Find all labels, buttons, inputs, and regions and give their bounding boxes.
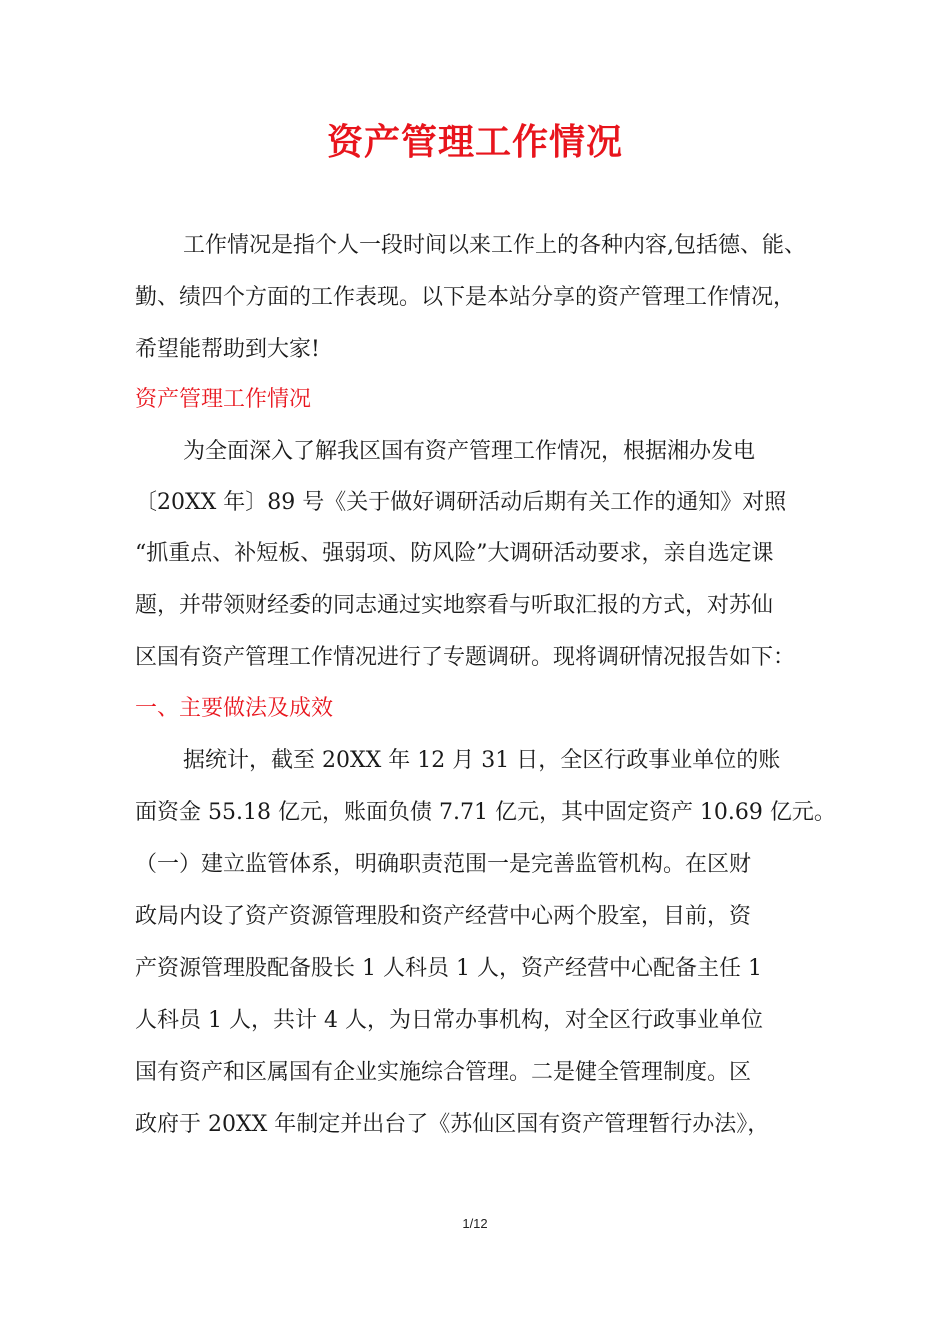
intro-line: 勤、绩四个方面的工作表现。以下是本站分享的资产管理工作情况， <box>135 285 796 310</box>
page-title: 资产管理工作情况 <box>326 121 623 163</box>
paragraph-line: 题，并带领财经委的同志通过实地察看与听取汇报的方式，对苏仙 <box>135 593 774 618</box>
paragraph-line: 区国有资产管理工作情况进行了专题调研。现将调研情况报告如下： <box>135 645 796 670</box>
section-heading: 资产管理工作情况 <box>135 387 312 412</box>
paragraph-line: 政府于 20XX 年制定并出台了《苏仙区国有资产管理暂行办法》， <box>135 1112 770 1137</box>
paragraph-line: （一）建立监管体系，明确职责范围一是完善监管机构。在区财 <box>135 852 752 877</box>
paragraph-line: 面资金 55.18 亿元，账面负债 7.71 亿元，其中固定资产 10.69 亿元。 <box>135 800 836 825</box>
page-number: 1/12 <box>462 1216 488 1231</box>
paragraph-line: 政局内设了资产资源管理股和资产经营中心两个股室，目前，资 <box>135 904 752 929</box>
paragraph-line: “抓重点、补短板、强弱项、防风险”大调研活动要求，亲自选定课 <box>135 541 774 566</box>
intro-line: 工作情况是指个人一段时间以来工作上的各种内容,包括德、能、 <box>183 233 806 258</box>
paragraph-line: 产资源管理股配备股长 1 人科员 1 人，资产经营中心配备主任 1 <box>135 956 762 981</box>
paragraph-line: 〔20XX 年〕89 号《关于做好调研活动后期有关工作的通知》对照 <box>135 490 787 515</box>
heading-one: 一、主要做法及成效 <box>135 696 334 721</box>
paragraph-line: 为全面深入了解我区国有资产管理工作情况，根据湘办发电 <box>183 439 756 464</box>
intro-line: 希望能帮助到大家! <box>135 337 320 362</box>
paragraph-line: 人科员 1 人，共计 4 人，为日常办事机构，对全区行政事业单位 <box>135 1008 763 1033</box>
paragraph-line: 据统计，截至 20XX 年 12 月 31 日，全区行政事业单位的账 <box>183 748 781 773</box>
paragraph-line: 国有资产和区属国有企业实施综合管理。二是健全管理制度。区 <box>135 1060 752 1085</box>
